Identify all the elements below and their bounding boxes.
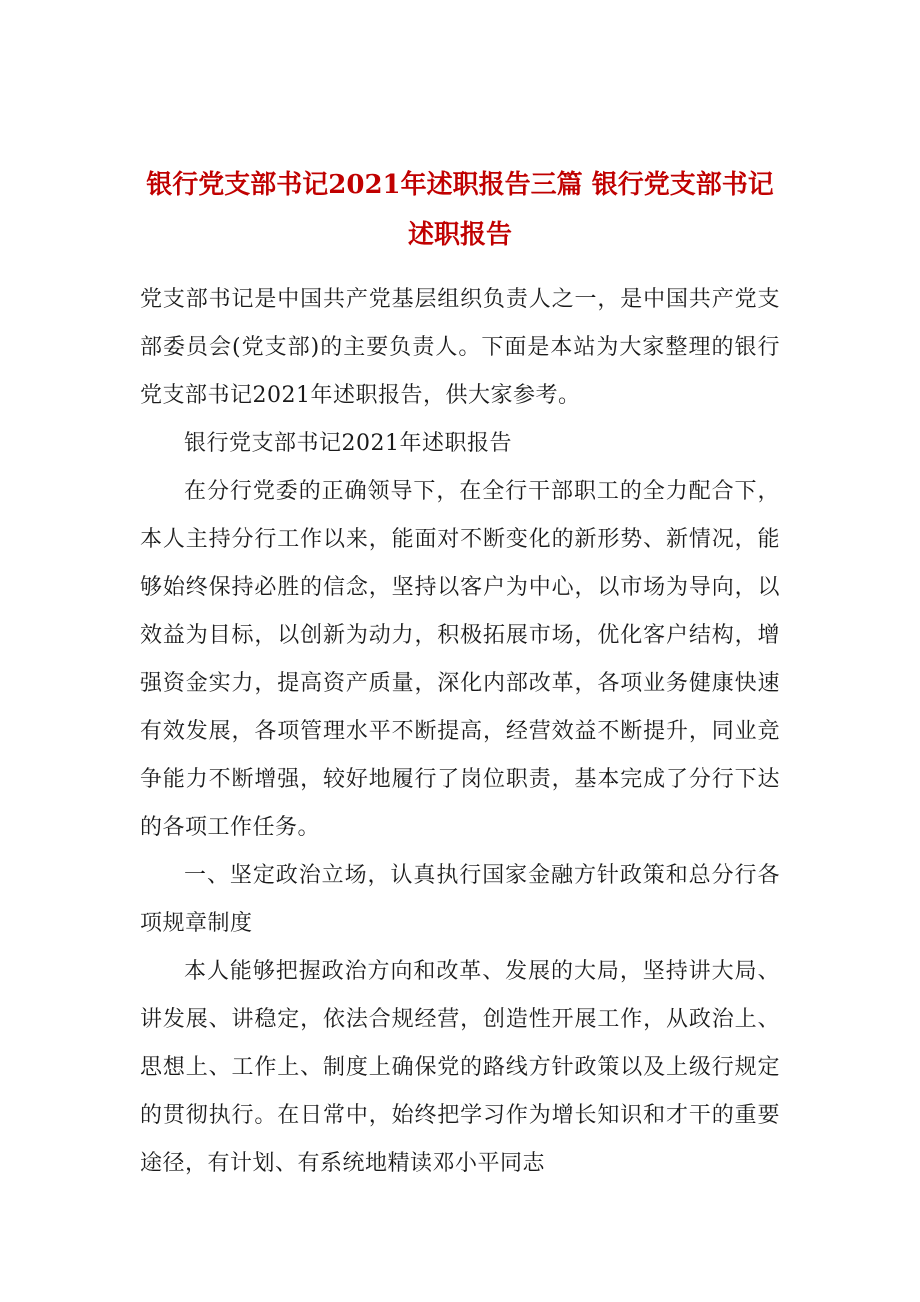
section-subtitle: 银行党支部书记2021年述职报告: [184, 431, 512, 456]
document-title: 银行党支部书记2021年述职报告三篇 银行党支部书记述职报告: [146, 170, 774, 250]
section-heading: 一、坚定政治立场，认真执行国家金融方针政策和总分行各项规章制度: [140, 863, 780, 936]
body-paragraph: 本人能够把握政治方向和改革、发展的大局，坚持讲大局、讲发展、讲稳定，依法合规经营，创造性开展工作，从政治上、思想上、工作上、制度上确保党的路线方针政策以及上级行规定的贯彻执行。在日常中，始终把学习作为增长知识和才干的重要途径，有计划、有系统地精读邓小平同志: [140, 959, 780, 1176]
body-paragraph: 在分行党委的正确领导下，在全行干部职工的全力配合下，本人主持分行工作以来，能面对不断变化的新形势、新情况，能够始终保持必胜的信念，坚持以客户为中心，以市场为导向，以效益为目标，以创新为动力，积极拓展市场，优化客户结构，增强资金实力，提高资产质量，深化内部改革，各项业务健康快速有效发展，各项管理水平不断提高，经营效益不断提升，同业竞争能力不断增强，较好地履行了岗位职责，基本完成了分行下达的各项工作任务。: [140, 479, 780, 840]
intro-paragraph: 党支部书记是中国共产党基层组织负责人之一，是中国共产党支部委员会(党支部)的主要负责人。下面是本站为大家整理的银行党支部书记2021年述职报告，供大家参考。: [140, 287, 780, 408]
document-body: [140, 276, 780, 1188]
